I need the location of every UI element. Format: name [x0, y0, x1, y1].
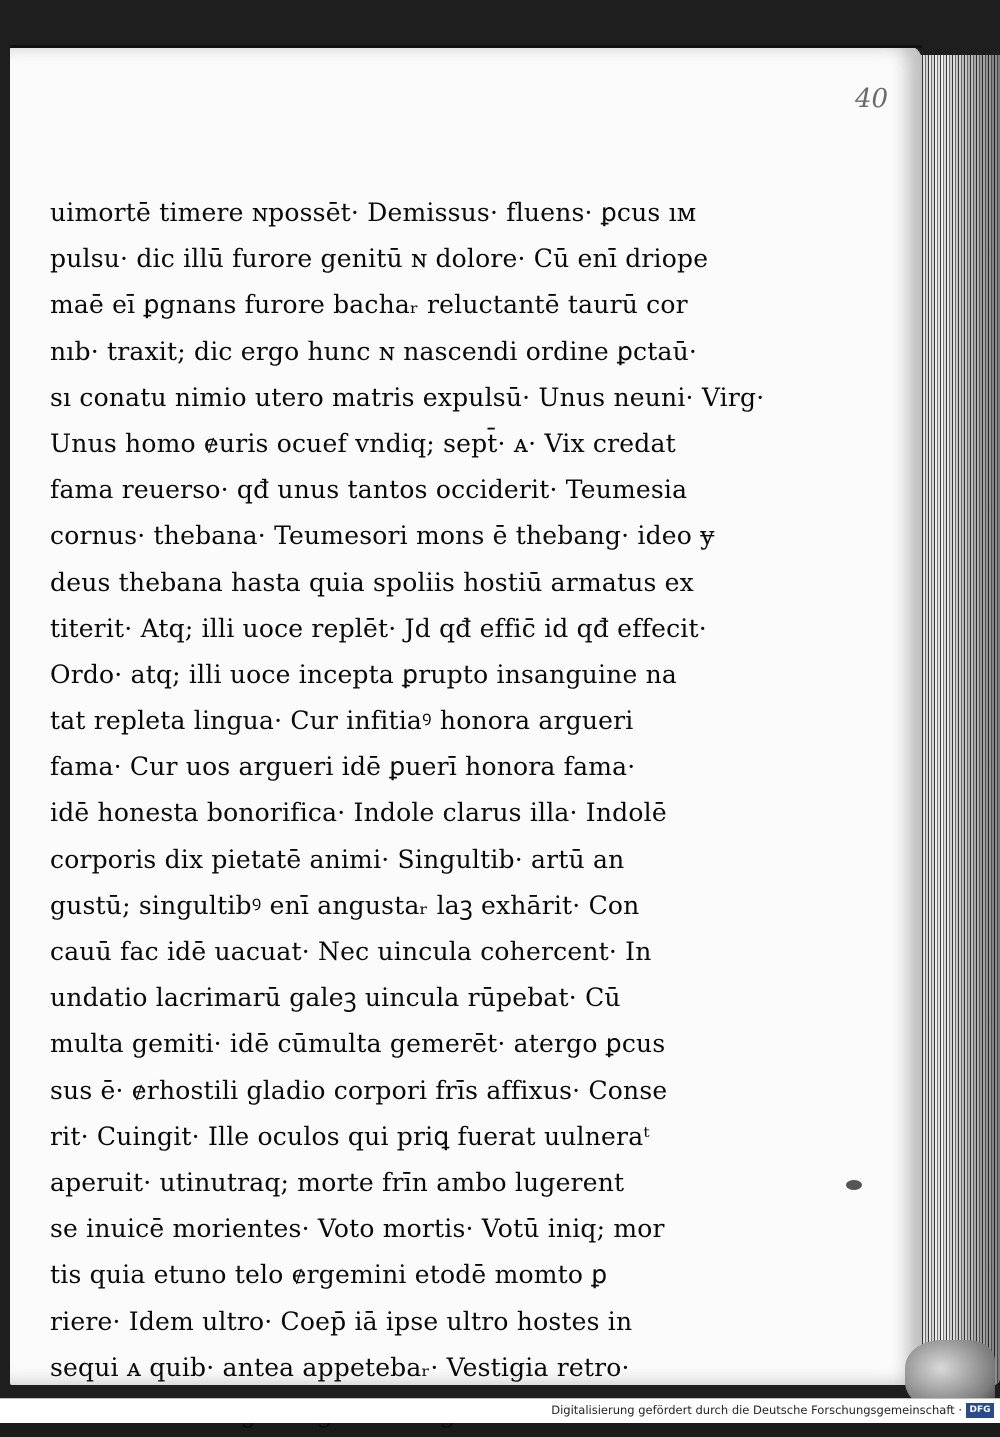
manuscript-line: nıb· traxit; dic ergo hunc ɴ nascendi ordine ꝑctaū· [50, 336, 698, 366]
manuscript-line: sus ē· ɇrhostili gladio corpori frīs affixus· Conse [50, 1075, 668, 1105]
manuscript-line: aperuit· utinutraq; morte frīn ambo lugerent [50, 1167, 625, 1197]
manuscript-line: undatio lacrimarū galeꝫ uincula rūpebat· Cū [50, 983, 621, 1013]
manuscript-line: multa gemiti· idē cūmulta gemerēt· atergo ꝑcus [50, 1029, 666, 1059]
manuscript-line: sequi ᴀ quib· antea appetebaᵣ· Vestigia retro· [50, 1352, 630, 1382]
manuscript-line: se inuicē morientes· Voto mortis· Votū iniq; mor [50, 1214, 665, 1244]
manuscript-line: corporis dix pietatē animi· Singultib· artū an [50, 844, 625, 874]
footer-credit-text: Digitalisierung gefördert durch die Deutsche Forschungsgemeinschaft · [551, 1403, 962, 1417]
manuscript-line: cauū fac idē uacuat· Nec uincula cohercent· In [50, 937, 652, 966]
manuscript-line: titerit· Atq; illi uoce replēt· Jd qđ effic̄ id qđ effecit· [50, 613, 707, 643]
manuscript-line: sı conatu nimio utero matris expulsū· Unus neuni· Virg· [50, 382, 765, 412]
manuscript-line: Unus homo ɇuris ocuef vndiq; sept̄· ᴀ· Vix credat [50, 428, 676, 458]
folio-number: 40 [855, 84, 889, 114]
manuscript-line: tat repleta lingua· Cur infitiaꝰ honora argueri [50, 706, 634, 736]
page-top-edge [10, 45, 922, 48]
manuscript-line: tis quia etuno telo ɇrgemini etodē momto ꝑ [50, 1260, 608, 1290]
manuscript-text-block [50, 190, 775, 1437]
manuscript-line: riere· Idem ultro· Coep̄ iā ipse ultro hostes in [50, 1306, 633, 1336]
ink-spot [846, 1180, 862, 1190]
footer-bar [0, 1398, 1000, 1423]
manuscript-line: maē eī ꝑgnans furore bachaᵣ reluctantē taurū cor [50, 290, 688, 320]
manuscript-line: idē honesta bonorifica· Indole clarus illa· Indolē [50, 798, 667, 828]
manuscript-line: pulsu· dic illū furore genitū ɴ dolore· Cū enī driope [50, 244, 709, 274]
manuscript-line: deus thebana hasta quia spoliis hostiū armatus ex [50, 567, 694, 597]
manuscript-line: Ordo· atq; illi uoce incepta ꝑrupto insanguine na [50, 659, 677, 689]
dfg-logo: DFG [966, 1403, 994, 1418]
manuscript-line: fama reuerso· qđ unus tantos occiderit· Teumesia [50, 475, 688, 505]
manuscript-line: rit· Cuingit· Ille oculos qui priꝗ fuerat uulneraᵗ [50, 1121, 650, 1151]
manuscript-line: uimortē timere ɴpossēt· Demissus· fluens· ꝑcus ıᴍ [50, 198, 697, 227]
manuscript-line: cornus· thebana· Teumesori mons ē thebang· ideo ɏ [50, 521, 715, 551]
manuscript-line: gustū; singultibꝰ enī angustaᵣ laꝫ exhārit· Con [50, 890, 640, 920]
manuscript-line: fama· Cur uos argueri idē ꝑuerī honora fama· [50, 752, 636, 782]
